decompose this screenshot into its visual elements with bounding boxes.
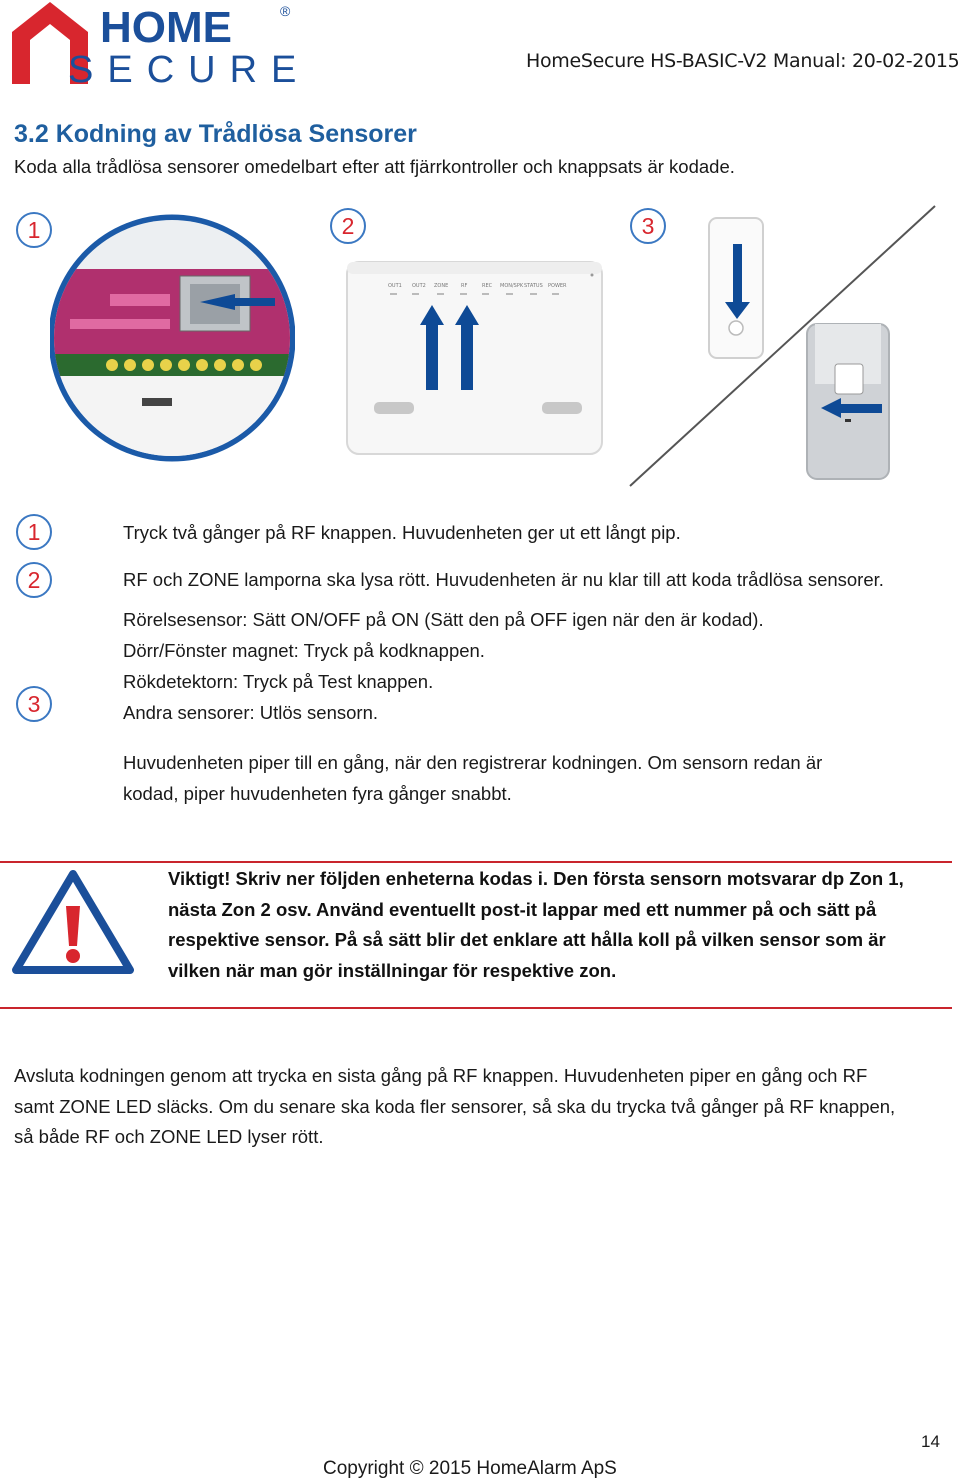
warning-bottom-rule bbox=[0, 1007, 952, 1009]
led-label-mon-spk: MON/SPK bbox=[500, 283, 524, 289]
step-3-door-window: Dörr/Fönster magnet: Tryck på kodknappen. bbox=[123, 640, 485, 661]
sensor-devices-image bbox=[625, 204, 940, 494]
page-number: 14 bbox=[921, 1432, 940, 1451]
step-3-motion-sensor: Rörelsesensor: Sätt ON/OFF på ON (Sätt den på OFF igen när den är kodad). bbox=[123, 609, 764, 630]
warning-line-4: vilken när man gör inställningar för respektive zon. bbox=[168, 959, 617, 981]
logo-home-text: HOME bbox=[100, 3, 232, 52]
section-intro: Koda alla trådlösa sensorer omedelbart efter att fjärrkontroller och knappsats är kodade. bbox=[14, 156, 735, 177]
warning-icon bbox=[12, 868, 134, 981]
closing-paragraph bbox=[14, 1061, 944, 1153]
step-badge-2: 2 bbox=[16, 562, 52, 598]
led-label-zone: ZONE bbox=[434, 283, 449, 289]
step-2-text: RF och ZONE lamporna ska lysa rött. Huvudenheten är nu klar till att koda trådlösa sensorer. bbox=[123, 569, 884, 590]
led-label-out2: OUT2 bbox=[412, 283, 426, 289]
copyright-footer: Copyright © 2015 HomeAlarm ApS bbox=[323, 1458, 617, 1479]
step-3-other-sensors: Andra sensorer: Utlös sensorn. bbox=[123, 702, 379, 723]
section-title: 3.2 Kodning av Trådlösa Sensorer bbox=[14, 120, 417, 148]
warning-line-1: Viktigt! Skriv ner följden enheterna kodas i. Den första sensorn motsvarar dp Zon 1, bbox=[168, 868, 904, 889]
warning-line-3: respektive sensor. På så sätt blir det enklare att hålla koll på vilken sensor som är bbox=[168, 929, 886, 950]
figure-step-images bbox=[0, 200, 960, 495]
step-badge-1: 1 bbox=[16, 514, 52, 550]
closing-line-1: Avsluta kodningen genom att trycka en sista gång på RF knappen. Huvudenheten piper en gång och RF bbox=[14, 1065, 868, 1086]
step-3-smoke-detector: Rökdetektorn: Tryck på Test knappen. bbox=[123, 671, 434, 692]
figure-badge-1: 1 bbox=[16, 212, 52, 248]
home-secure-logo bbox=[12, 2, 302, 86]
figure-badge-2: 2 bbox=[330, 208, 366, 244]
pcb-image bbox=[50, 214, 295, 469]
closing-line-3: så både RF och ZONE LED lyser rött. bbox=[14, 1126, 324, 1147]
led-label-status: STATUS bbox=[524, 283, 543, 289]
led-label-out1: OUT1 bbox=[388, 283, 402, 289]
led-label-rec: REC bbox=[482, 283, 493, 289]
warning-line-2: nästa Zon 2 osv. Använd eventuellt post-it lappar med ett nummer på och sätt på bbox=[168, 898, 877, 920]
main-unit-image bbox=[322, 240, 627, 465]
logo-secure-text: SECURE bbox=[68, 49, 302, 86]
closing-line-2: samt ZONE LED släcks. Om du senare ska koda fler sensorer, så ska du trycka två gånger på RF knappen, bbox=[14, 1095, 896, 1117]
led-label-power: POWER bbox=[548, 283, 567, 289]
panel-led-labels bbox=[388, 283, 568, 293]
step-1-text: Tryck två gånger på RF knappen. Huvudenheten ger ut ett långt pip. bbox=[123, 522, 681, 543]
step-3-confirmation-line1: Huvudenheten piper till en gång, när den registrerar kodningen. Om sensorn redan är bbox=[123, 752, 823, 773]
step-badge-3: 3 bbox=[16, 686, 52, 722]
figure-badge-3: 3 bbox=[630, 208, 666, 244]
warning-text bbox=[168, 864, 938, 986]
warning-top-rule bbox=[0, 861, 952, 863]
led-label-rf: RF bbox=[461, 283, 468, 289]
logo-registered-mark: ® bbox=[280, 3, 291, 19]
document-title: HomeSecure HS-BASIC-V2 Manual: 20-02-2015 bbox=[526, 50, 960, 72]
step-3-confirmation-line2: kodad, piper huvudenheten fyra gånger snabbt. bbox=[123, 783, 512, 804]
